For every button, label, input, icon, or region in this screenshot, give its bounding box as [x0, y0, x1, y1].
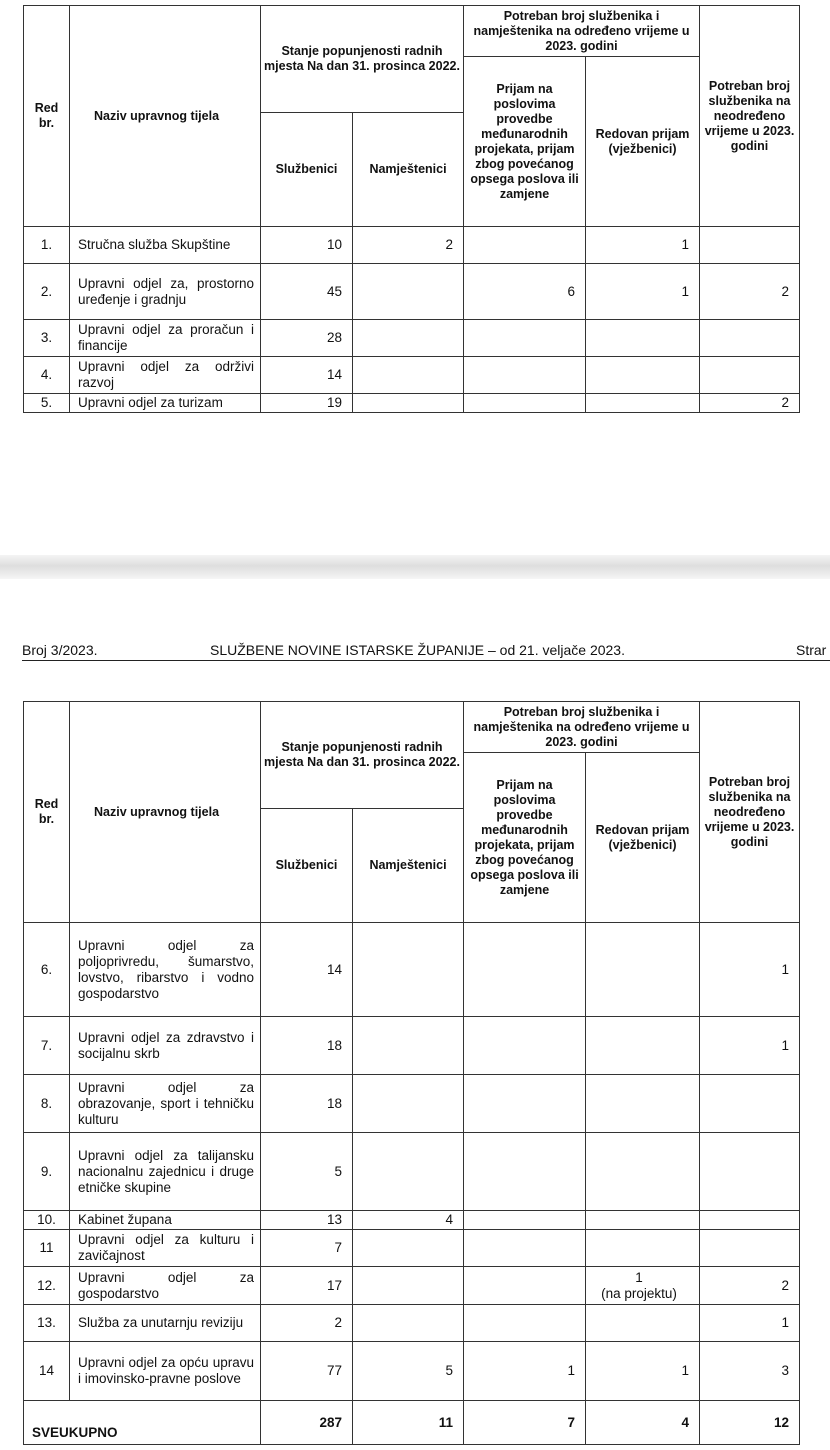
header-redovan: Redovan prijam (vježbenici): [586, 57, 700, 227]
row-projekti: [464, 357, 586, 394]
row-neodredeno: 1: [700, 1305, 800, 1342]
row-number: 14: [24, 1342, 70, 1401]
row-namjestenici: 2: [353, 227, 464, 264]
row-neodredeno: 1: [700, 1017, 800, 1075]
header-sluzbenici: Službenici: [261, 809, 353, 923]
row-number: 1.: [24, 227, 70, 264]
row-redovan: 1: [586, 1342, 700, 1401]
row-number: 9.: [24, 1133, 70, 1211]
row-redovan: [586, 1305, 700, 1342]
header-sluzbenici: Službenici: [261, 113, 353, 227]
row-neodredeno: 2: [700, 394, 800, 413]
row-redovan: [586, 357, 700, 394]
row-sluzbenici: 77: [261, 1342, 353, 1401]
row-neodredeno: [700, 1075, 800, 1133]
total-projekti: 7: [464, 1401, 586, 1445]
row-projekti: 6: [464, 264, 586, 320]
row-sluzbenici: 19: [261, 394, 353, 413]
header-namjestenici: Namještenici: [353, 113, 464, 227]
header-redovan: Redovan prijam (vježbenici): [586, 753, 700, 923]
row-number: 10.: [24, 1211, 70, 1230]
row-name: Upravni odjel za, prostorno uređenje i gradnju: [70, 264, 261, 320]
row-namjestenici: 5: [353, 1342, 464, 1401]
row-projekti: [464, 1267, 586, 1305]
row-sluzbenici: 2: [261, 1305, 353, 1342]
row-number: 3.: [24, 320, 70, 357]
row-sluzbenici: 28: [261, 320, 353, 357]
row-projekti: [464, 394, 586, 413]
row-neodredeno: [700, 1211, 800, 1230]
row-namjestenici: [353, 320, 464, 357]
row-name: Upravni odjel za turizam: [70, 394, 261, 413]
header-neodredeno: Potreban broj službenika na neodređeno vrijeme u 2023. godini: [700, 702, 800, 923]
total-neodredeno: 12: [700, 1401, 800, 1445]
row-redovan: 1: [586, 264, 700, 320]
row-projekti: [464, 1133, 586, 1211]
total-namjestenici: 11: [353, 1401, 464, 1445]
staffing-table-part1: [23, 5, 800, 413]
row-namjestenici: [353, 1305, 464, 1342]
row-sluzbenici: 45: [261, 264, 353, 320]
row-sluzbenici: 13: [261, 1211, 353, 1230]
row-projekti: 1: [464, 1342, 586, 1401]
row-projekti: [464, 1230, 586, 1267]
row-redovan: [586, 394, 700, 413]
table-row: [24, 1305, 800, 1342]
row-name: Služba za unutarnju reviziju: [70, 1305, 261, 1342]
row-redovan: [586, 1017, 700, 1075]
table-row: [24, 264, 800, 320]
row-name: Stručna služba Skupštine: [70, 227, 261, 264]
row-number: 12.: [24, 1267, 70, 1305]
row-sluzbenici: 10: [261, 227, 353, 264]
row-namjestenici: [353, 264, 464, 320]
header-red-br: Red br.: [24, 6, 70, 227]
row-redovan: [586, 1230, 700, 1267]
row-namjestenici: [353, 1133, 464, 1211]
row-name: Kabinet župana: [70, 1211, 261, 1230]
row-number: 5.: [24, 394, 70, 413]
running-header: [22, 642, 830, 661]
row-namjestenici: [353, 1267, 464, 1305]
row-redovan: [586, 320, 700, 357]
row-sluzbenici: 17: [261, 1267, 353, 1305]
row-namjestenici: [353, 1230, 464, 1267]
table-row: [24, 1342, 800, 1401]
row-namjestenici: 4: [353, 1211, 464, 1230]
row-name: Upravni odjel za proračun i financije: [70, 320, 261, 357]
header-neodredeno: Potreban broj službenika na neodređeno vrijeme u 2023. godini: [700, 6, 800, 227]
table-row: [24, 1017, 800, 1075]
row-projekti: [464, 1075, 586, 1133]
table-row: [24, 1267, 800, 1305]
row-namjestenici: [353, 357, 464, 394]
row-number: 11: [24, 1230, 70, 1267]
row-redovan: [586, 1133, 700, 1211]
row-name: Upravni odjel za kulturu i zavičajnost: [70, 1230, 261, 1267]
total-row: [24, 1401, 800, 1445]
row-neodredeno: [700, 320, 800, 357]
row-sluzbenici: 18: [261, 1017, 353, 1075]
total-label: SVEUKUPNO: [24, 1401, 261, 1445]
table-row: [24, 394, 800, 413]
row-sluzbenici: 7: [261, 1230, 353, 1267]
row-number: 7.: [24, 1017, 70, 1075]
row-projekti: [464, 923, 586, 1017]
row-neodredeno: [700, 1230, 800, 1267]
row-neodredeno: [700, 227, 800, 264]
row-number: 4.: [24, 357, 70, 394]
row-name: Upravni odjel za opću upravu i imovinsko-pravne poslove: [70, 1342, 261, 1401]
table-row: [24, 1211, 800, 1230]
row-namjestenici: [353, 1075, 464, 1133]
row-name: Upravni odjel za talijansku nacionalnu zajednicu i druge etničke skupine: [70, 1133, 261, 1211]
header-naziv: Naziv upravnog tijela: [70, 6, 261, 227]
total-sluzbenici: 287: [261, 1401, 353, 1445]
row-projekti: [464, 1017, 586, 1075]
row-number: 6.: [24, 923, 70, 1017]
header-stanje: Stanje popunjenosti radnih mjesta Na dan 31. prosinca 2022.: [261, 702, 464, 809]
table-row: [24, 1075, 800, 1133]
page-gap: [0, 555, 830, 579]
page-label: Strar: [796, 642, 827, 658]
row-neodredeno: 3: [700, 1342, 800, 1401]
row-neodredeno: 2: [700, 1267, 800, 1305]
header-stanje: Stanje popunjenosti radnih mjesta Na dan 31. prosinca 2022.: [261, 6, 464, 113]
row-namjestenici: [353, 394, 464, 413]
row-projekti: [464, 1211, 586, 1230]
row-redovan: [586, 1075, 700, 1133]
row-projekti: [464, 320, 586, 357]
row-sluzbenici: 14: [261, 923, 353, 1017]
header-red-br: Red br.: [24, 702, 70, 923]
header-prijam-projekti: Prijam na poslovima provedbe međunarodnih projekata, prijam zbog povećanog opsega poslova ili zamjene: [464, 57, 586, 227]
row-number: 13.: [24, 1305, 70, 1342]
row-redovan: [586, 923, 700, 1017]
row-sluzbenici: 14: [261, 357, 353, 394]
row-namjestenici: [353, 1017, 464, 1075]
row-sluzbenici: 5: [261, 1133, 353, 1211]
table-row: [24, 1230, 800, 1267]
row-neodredeno: [700, 357, 800, 394]
total-redovan: 4: [586, 1401, 700, 1445]
table-row: [24, 923, 800, 1017]
table-row: [24, 1133, 800, 1211]
row-neodredeno: 2: [700, 264, 800, 320]
header-namjestenici: Namještenici: [353, 809, 464, 923]
staffing-table-part2: [23, 701, 800, 1445]
header-naziv: Naziv upravnog tijela: [70, 702, 261, 923]
row-name: Upravni odjel za poljoprivredu, šumarstvo, lovstvo, ribarstvo i vodno gospodarstvo: [70, 923, 261, 1017]
row-name: Upravni odjel za gospodarstvo: [70, 1267, 261, 1305]
publication-title: SLUŽBENE NOVINE ISTARSKE ŽUPANIJE – od 21. veljače 2023.: [210, 642, 625, 658]
header-potreban-odredeno: Potreban broj službenika i namještenika na određeno vrijeme u 2023. godini: [464, 702, 700, 753]
issue-number: Broj 3/2023.: [22, 642, 98, 658]
row-sluzbenici: 18: [261, 1075, 353, 1133]
row-redovan: 1: [586, 227, 700, 264]
row-namjestenici: [353, 923, 464, 1017]
row-name: Upravni odjel za zdravstvo i socijalnu skrb: [70, 1017, 261, 1075]
row-redovan: [586, 1211, 700, 1230]
row-neodredeno: 1: [700, 923, 800, 1017]
row-redovan: 1 (na projektu): [586, 1267, 700, 1305]
row-number: 2.: [24, 264, 70, 320]
row-name: Upravni odjel za održivi razvoj: [70, 357, 261, 394]
table-row: [24, 320, 800, 357]
table-row: [24, 227, 800, 264]
table-row: [24, 357, 800, 394]
row-name: Upravni odjel za obrazovanje, sport i tehničku kulturu: [70, 1075, 261, 1133]
row-neodredeno: [700, 1133, 800, 1211]
row-projekti: [464, 1305, 586, 1342]
row-number: 8.: [24, 1075, 70, 1133]
header-potreban-odredeno: Potreban broj službenika i namještenika na određeno vrijeme u 2023. godini: [464, 6, 700, 57]
row-projekti: [464, 227, 586, 264]
header-prijam-projekti: Prijam na poslovima provedbe međunarodnih projekata, prijam zbog povećanog opsega poslova ili zamjene: [464, 753, 586, 923]
